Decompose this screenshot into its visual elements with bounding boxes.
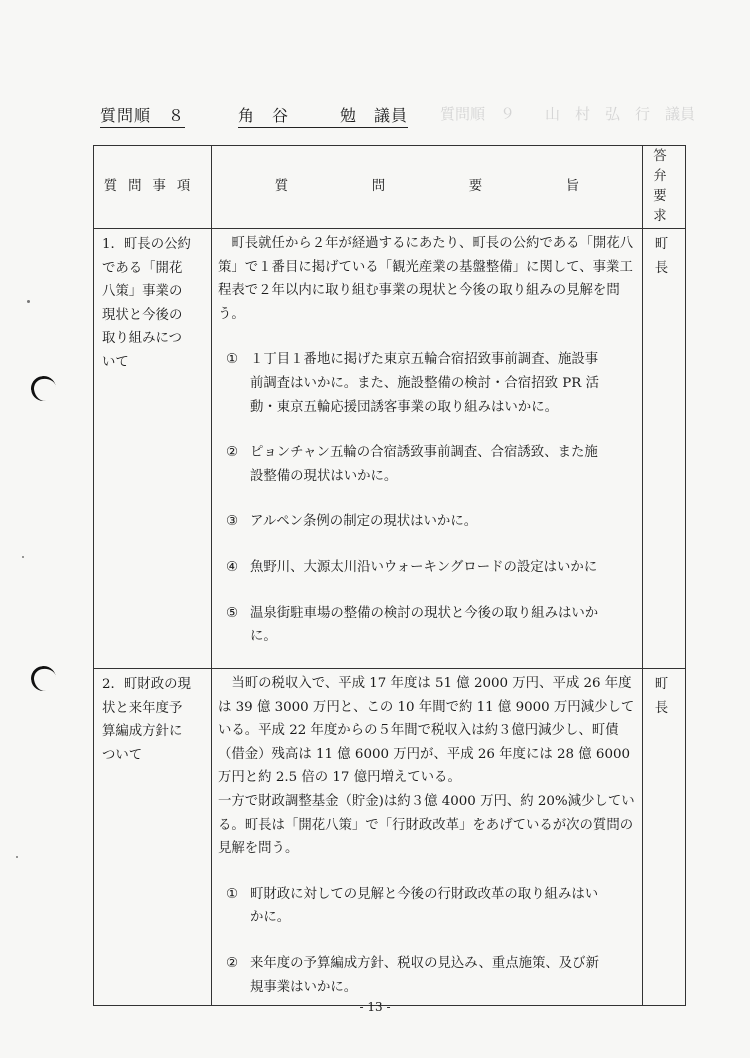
- bleed-through-text: 質問順 ９ 山 村 弘 行 議員: [440, 105, 696, 123]
- question-order-heading: [100, 103, 205, 126]
- question-gist: [212, 229, 643, 669]
- member-name: 角 谷 勉 議員: [238, 106, 408, 128]
- sub-question: ④ 魚野川、大源太川沿いウォーキングロードの設定はいかに: [226, 559, 598, 575]
- table-header-row: [94, 146, 686, 229]
- respondent: 町長: [643, 229, 686, 669]
- sub-question: ③ アルペン条例の制定の現状はいかに。: [226, 514, 478, 530]
- sub-question: ② 来年度の予算編成方針、税収の見込み、重点施策、及び新 規事業はいかに。: [226, 955, 599, 995]
- question-topic: 1．町長の公約 である「開花 八策」事業の 現状と今後の 取り組みにつ いて: [94, 229, 212, 669]
- header-gist-char: 旨: [565, 179, 580, 195]
- header-gist-char: 質: [274, 179, 289, 195]
- question-gist: [212, 669, 643, 1006]
- scan-speck: [27, 300, 30, 303]
- page-number: - 13 -: [359, 1000, 391, 1014]
- punch-hole-mark: [29, 374, 58, 403]
- question-table: [93, 145, 686, 1006]
- table-row: [94, 669, 686, 1006]
- scan-speck: [22, 556, 24, 558]
- header-gist-char: 問: [371, 179, 386, 195]
- header-question-item: 質問事項: [94, 146, 212, 229]
- gist-intro: 町長就任から２年が経過するにあたり、町長の公約である「開花八策」で１番目に掲げている「観光産業の基盤整備」に関して、事業工程表で２年以内に取り組む事業の現状と今後の取り組みの見解を問う。: [218, 236, 634, 322]
- member-name-heading: [238, 103, 428, 126]
- sub-question: ① １丁目１番地に掲げた東京五輪合宿招致事前調査、施設事 前調査はいかに。また、施設整備の検討・合宿招致 PR 活 動・東京五輪応援団誘客事業の取り組みはいかに。: [226, 352, 599, 415]
- scan-speck: [16, 856, 18, 858]
- gist-intro: 当町の税収入で、平成 17 年度は 51 億 2000 万円、平成 26 年度は 39 億 3000 万円と、この 10 年間で約 11 億 9000 万円減少している。平成 22 年度からの５年間で税収入は約３億円減少し、町債（借金）残高は 11 億 6000 万円が、平成 26 年度には 28 億 6000 万円と約 2.5 倍の 17 億円増えている。 一方で財政調整基金（貯金)は約３億 4000 万円、約 20%減少している。町長は「開花八策」で「行財政改革」をあげているが次の質問の見解を問う。: [218, 676, 635, 857]
- header-answer-request: 答弁 要求: [643, 146, 686, 229]
- respondent: 町長: [643, 669, 686, 1006]
- header-question-gist: [212, 146, 643, 229]
- punch-hole-mark: [29, 664, 58, 693]
- question-topic: 2．町財政の現 状と来年度予 算編成方針に ついて: [94, 669, 212, 1006]
- sub-question: ⑤ 温泉街駐車場の整備の検討の現状と今後の取り組みはいか に。: [226, 605, 599, 645]
- table-row: [94, 229, 686, 669]
- header-gist-char: 要: [468, 179, 483, 195]
- sub-question: ① 町財政に対しての見解と今後の行財政改革の取り組みはい かに。: [226, 886, 599, 926]
- question-order: 質問順 ８: [100, 106, 185, 128]
- sub-question: ② ピョンチャン五輪の合宿誘致事前調査、合宿誘致、また施 設整備の現状はいかに。: [226, 445, 598, 484]
